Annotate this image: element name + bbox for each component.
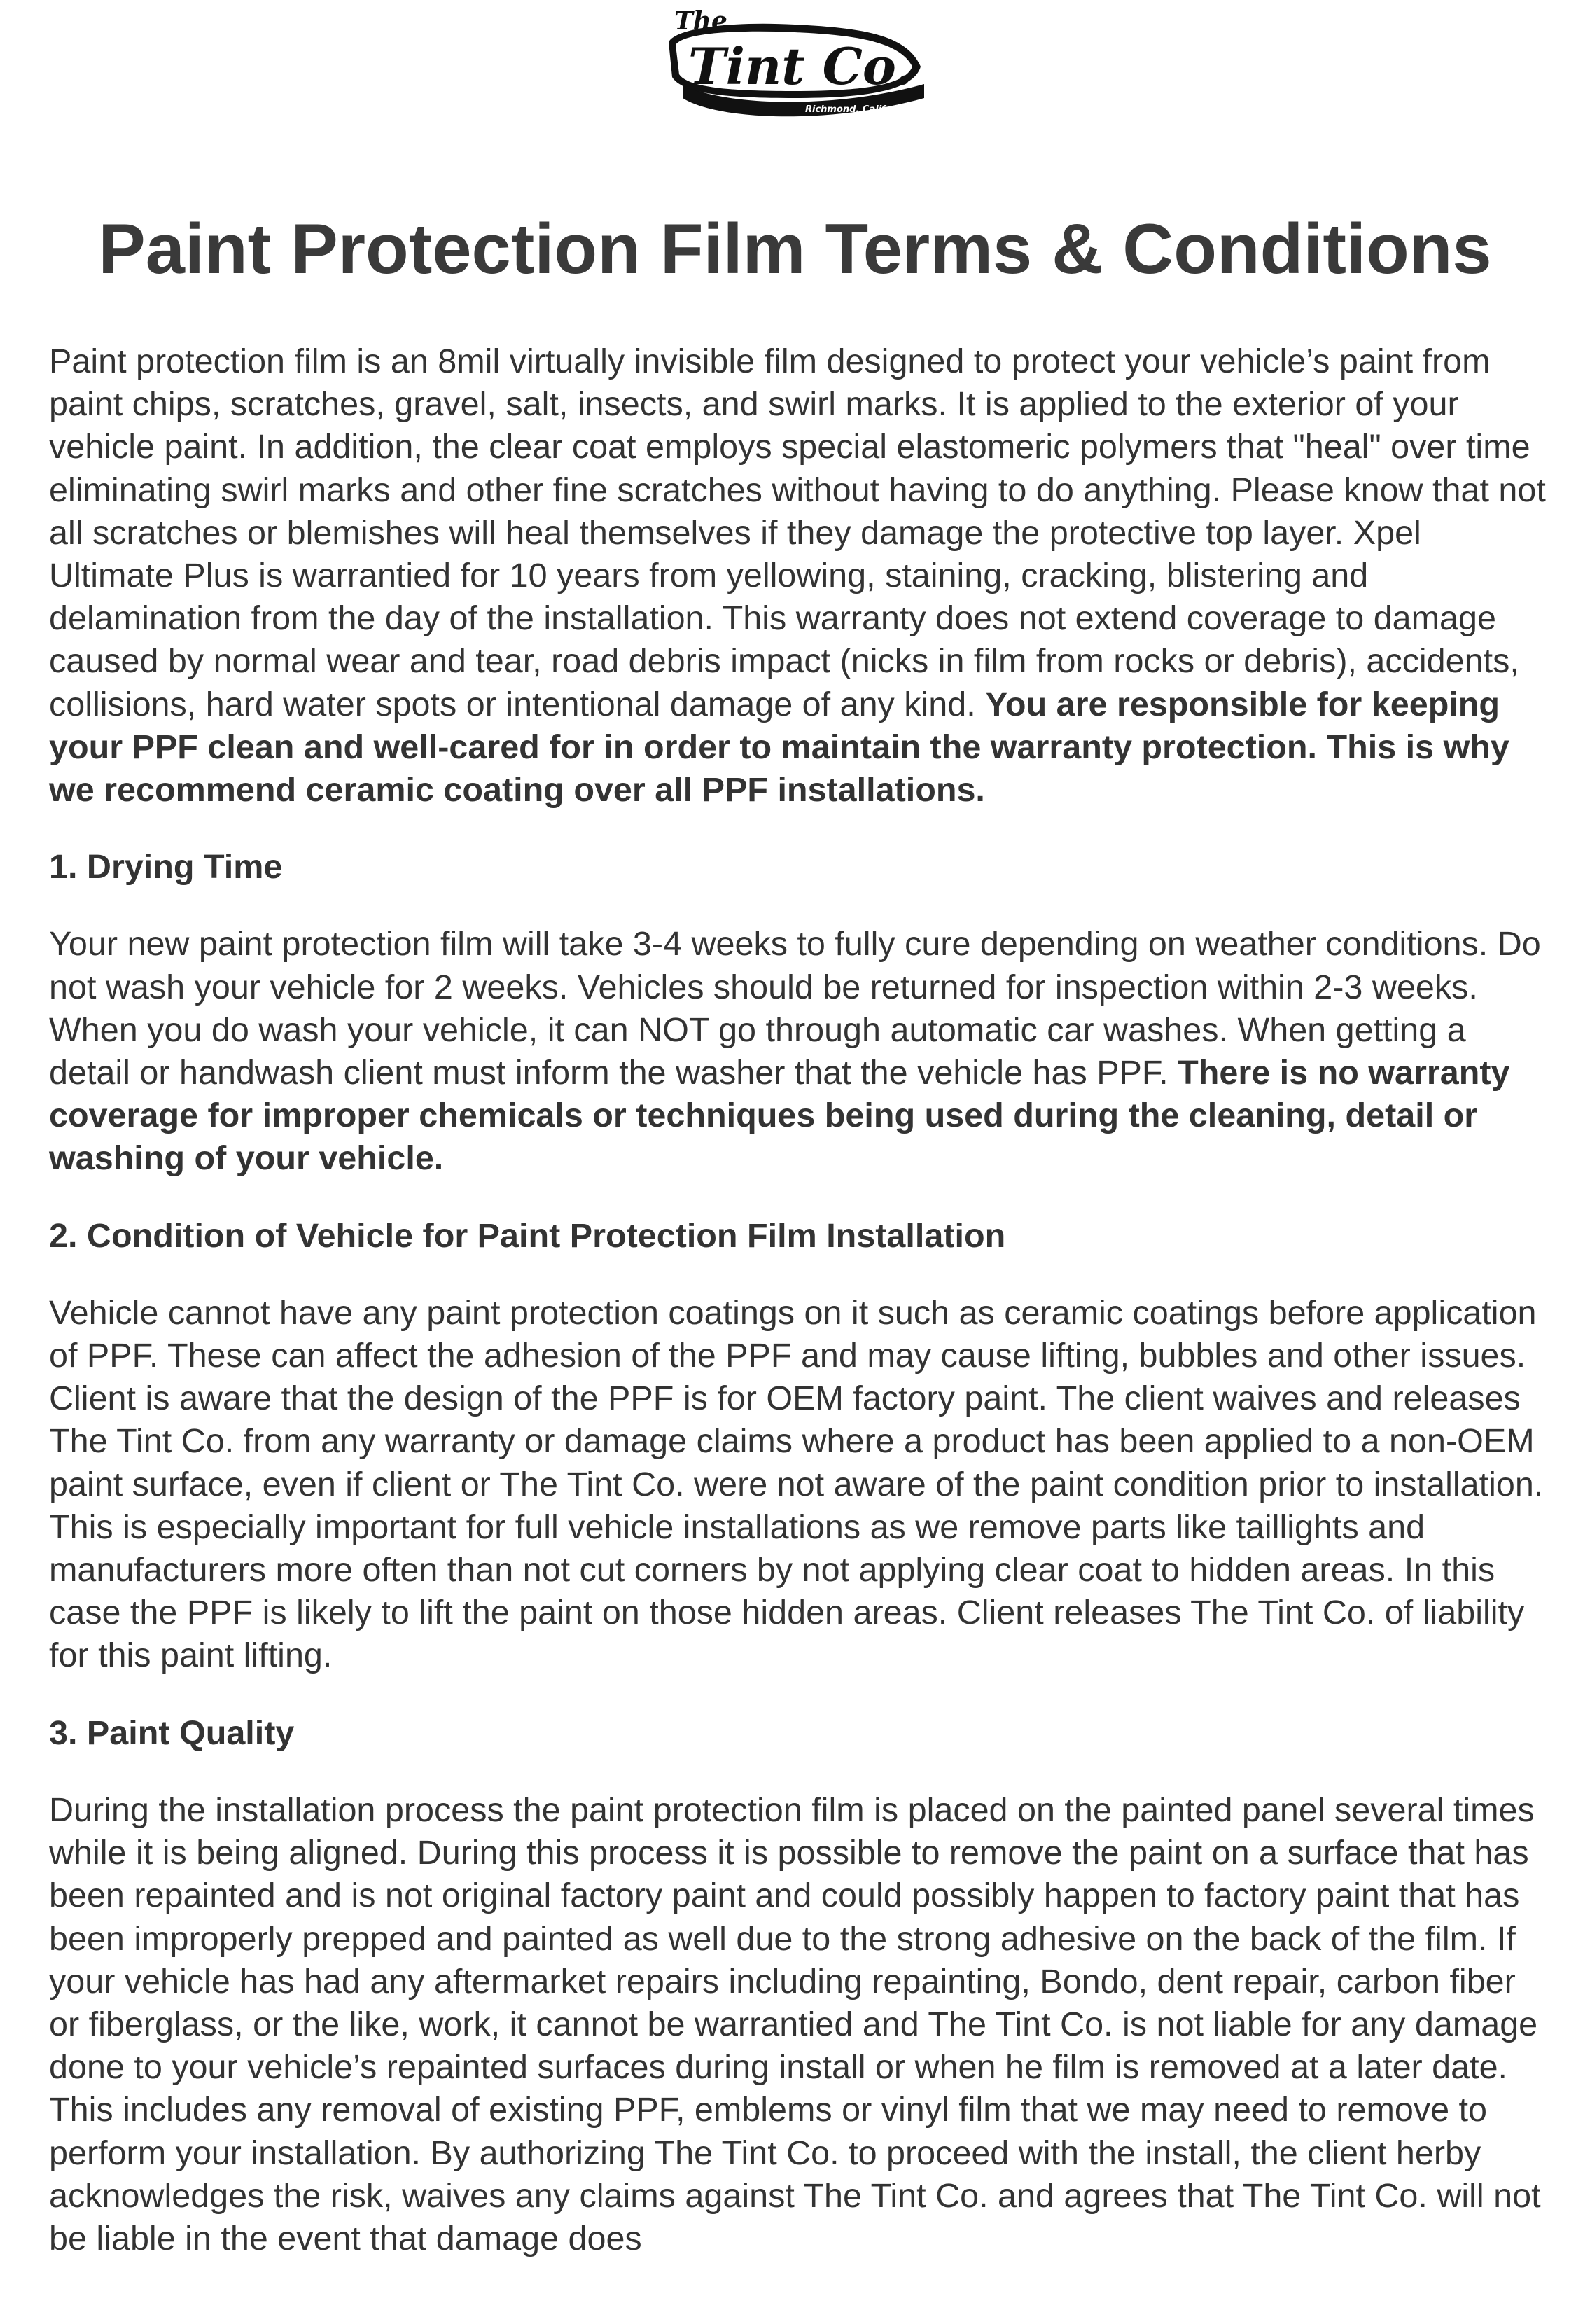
tint-co-logo (655, 0, 935, 126)
drying-time-text: Your new paint protection film will take 3-4 weeks to fully cure depending on weather conditions. Do not wash your vehicle for 2 weeks. Vehicles should be returned for inspection within 2-3 weeks. When you do wash your vehicle, it can NOT go through automatic car washes. When getting a detail or handwash client must inform the washer that the vehicle has PPF. (49, 925, 1541, 1092)
section-heading-vehicle-condition: 2. Condition of Vehicle for Paint Protection Film Installation (49, 1216, 1006, 1255)
section-heading-drying-time: 1. Drying Time (49, 848, 283, 886)
document-body (49, 340, 1554, 2260)
section-paragraph-drying-time (49, 923, 1554, 1180)
logo-tagline: Richmond, California (805, 104, 912, 115)
intro-paragraph (49, 340, 1554, 812)
intro-bold-text: You are responsible for keeping your PPF clean and well-cared for in order to maintain the warranty protection. This is why we recommend ceramic coating over all PPF installations. (49, 685, 1509, 809)
section-paragraph-paint-quality: During the installation process the paint protection film is placed on the painted panel several times while it is being aligned. During this process it is possible to remove the paint on a surface that has been repainted and is not original factory paint and could possibly happen to factory paint that has been improperly prepped and painted as well due to the strong adhesive on the back of the film. If your vehicle has had any aftermarket repairs including repainting, Bondo, dent repair, carbon fiber or fiberglass, or the like, work, it cannot be warrantied and The Tint Co. is not liable for any damage done to your vehicle’s repainted surfaces during install or when he film is removed at a later date. This includes any removal of existing PPF, emblems or vinyl film that we may need to remove to perform your installation. By authorizing The Tint Co. to proceed with the install, the client herby acknowledges the risk, waives any claims against The Tint Co. and agrees that The Tint Co. will not be liable in the event that damage does (49, 1790, 1541, 2257)
intro-text: Paint protection film is an 8mil virtually invisible film designed to protect your vehicle’s paint from paint chips, scratches, gravel, salt, insects, and swirl marks. It is applied to the exterior of your vehicle paint. In addition, the clear coat employs special elastomeric polymers that "heal" over time eliminating swirl marks and other fine scratches without having to do anything. Please know that not all scratches or blemishes will heal themselves if they damage the protective top layer. Xpel Ultimate Plus is warrantied for 10 years from yellowing, staining, cracking, blistering and delamination from the day of the installation. This warranty does not extend coverage to damage caused by normal wear and tear, road debris impact (nicks in film from rocks or debris), accidents, collisions, hard water spots or intentional damage of any kind. (49, 342, 1546, 723)
logo-small-text: The (674, 6, 727, 36)
section-heading-paint-quality: 3. Paint Quality (49, 1713, 295, 1752)
drying-time-bold-text: There is no warranty coverage for improper chemicals or techniques being used during the cleaning, detail or washing of your vehicle. (49, 1054, 1510, 1178)
page-title: Paint Protection Film Terms & Conditions (98, 210, 1492, 288)
logo-brand-text: Tint Co. (688, 36, 913, 96)
section-paragraph-vehicle-condition: Vehicle cannot have any paint protection coatings on it such as ceramic coatings before application of PPF. These can affect the adhesion of the PPF and may cause lifting, bubbles and other issues. Client is aware that the design of the PPF is for OEM factory paint. The client waives and releases The Tint Co. from any warranty or damage claims where a product has been applied to a non-OEM paint surface, even if client or The Tint Co. were not aware of the paint condition prior to installation. This is especially important for full vehicle installations as we remove parts like taillights and manufacturers more often than not cut corners by not applying clear coat to hidden areas. In this case the PPF is likely to lift the paint on those hidden areas. Client releases The Tint Co. of liability for this paint lifting. (49, 1293, 1544, 1675)
